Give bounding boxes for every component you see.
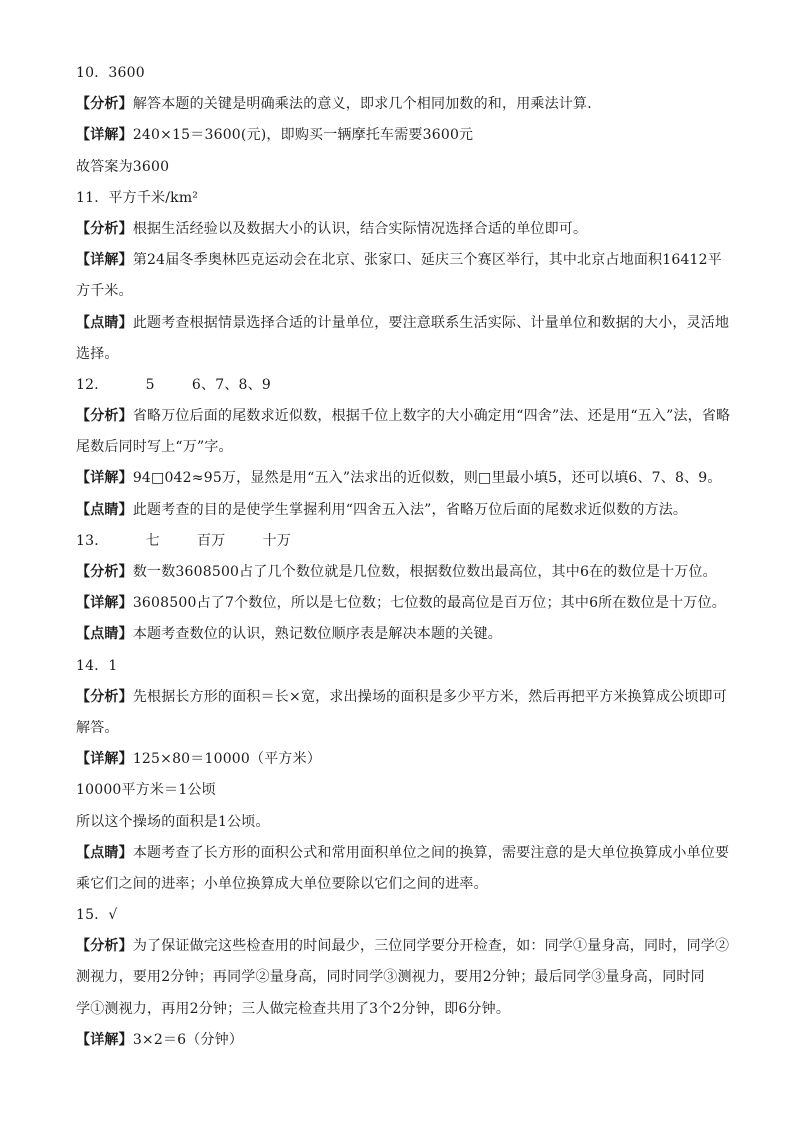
- note-text: 此题考查的目的是使学生掌握利用“四舍五入法”，省略万位后面的尾数求近似数的方法。: [132, 501, 688, 518]
- detail-12: [76, 463, 734, 494]
- analysis-15-cont-1: [76, 962, 734, 993]
- answer-text: 12． 5 6、7、8、9: [76, 376, 271, 393]
- note-text: 本题考查了长方形的面积公式和常用面积单位之间的换算，需要注意的是大单位换算成小单位要: [132, 844, 730, 861]
- tag-label: 【分析】: [76, 688, 133, 705]
- answer-14: [76, 651, 734, 682]
- answer-13: [76, 526, 734, 557]
- detail-11-cont: [76, 276, 734, 307]
- plain-text: 所以这个操场的面积是1公顷。: [76, 813, 270, 830]
- detail-14-result: [76, 807, 734, 838]
- detail-text: 240×15＝3600(元)，即购买一辆摩托车需要3600元: [132, 127, 474, 144]
- plain-text: 解答。: [76, 719, 119, 736]
- analysis-15: [76, 931, 734, 962]
- tag-label: 【点睛】: [76, 626, 133, 643]
- note-13: [76, 619, 734, 650]
- analysis-13: [76, 557, 734, 588]
- detail-14-step: [76, 775, 734, 806]
- plain-text: 学①测视力，再用2分钟；三人做完检查共用了3个2分钟，即6分钟。: [76, 1000, 511, 1017]
- plain-text: 乘它们之间的进率；小单位换算成大单位要除以它们之间的进率。: [76, 875, 488, 892]
- tag-label: 【分析】: [76, 564, 133, 580]
- plain-text: 尾数后同时写上“万”字。: [76, 439, 233, 456]
- analysis-text: 先根据长方形的面积＝长×宽，求出操场的面积是多少平方米，然后再把平方米换算成公顷即可: [132, 688, 727, 705]
- answer-text: 10．3600: [76, 65, 145, 81]
- detail-14: [76, 744, 734, 775]
- analysis-text: 省略万位后面的尾数求近似数，根据千位上数字的大小确定用“四舍”法、还是用“五入”法，省略: [132, 408, 731, 425]
- tag-label: 【分析】: [76, 96, 133, 113]
- analysis-14: [76, 682, 734, 713]
- answer-text: 11．平方千米/km²: [76, 189, 199, 206]
- analysis-text: 数一数3608500占了几个数位就是几位数，根据数位数出最高位，其中6在的数位是十万位。: [132, 564, 717, 580]
- tag-label: 【详解】: [76, 751, 133, 768]
- note-14-cont: [76, 869, 734, 900]
- analysis-12-cont: [76, 432, 734, 463]
- analysis-text: 为了保证做完这些检查用的时间最少，三位同学要分开检查，如：同学①量身高，同时，同学②: [132, 938, 730, 955]
- tag-label: 【分析】: [76, 220, 133, 237]
- tag-label: 【点睛】: [76, 501, 133, 518]
- detail-text: 第24届冬季奥林匹克运动会在北京、张家口、延庆三个赛区举行，其中北京占地面积16412平: [132, 252, 722, 269]
- detail-13: [76, 588, 734, 619]
- answer-10: [76, 58, 734, 89]
- tag-label: 【详解】: [76, 595, 133, 612]
- detail-text: 3608500占了7个数位，所以是七位数；七位数的最高位是百万位；其中6所在数位是十万位。: [132, 595, 726, 612]
- plain-text: 选择。: [76, 345, 119, 362]
- note-11: [76, 308, 734, 339]
- tag-label: 【点睛】: [76, 844, 133, 861]
- analysis-14-cont: [76, 713, 734, 744]
- plain-text: 10000平方米＝1公顷: [76, 782, 216, 799]
- answer-11: [76, 183, 734, 214]
- answer-text: 14．1: [76, 657, 118, 674]
- tag-label: 【详解】: [76, 127, 133, 144]
- detail-11: [76, 245, 734, 276]
- analysis-11: [76, 214, 734, 245]
- tag-label: 【点睛】: [76, 314, 133, 331]
- analysis-12: [76, 401, 734, 432]
- plain-text: 方千米。: [76, 283, 133, 300]
- answer-12: [76, 370, 734, 401]
- detail-10: [76, 120, 734, 151]
- note-11-cont: [76, 339, 734, 370]
- note-12: [76, 495, 734, 526]
- note-text: 此题考查根据情景选择合适的计量单位，要注意联系生活实际、计量单位和数据的大小，灵活地: [132, 314, 730, 331]
- tag-label: 【分析】: [76, 938, 133, 955]
- analysis-text: 根据生活经验以及数据大小的认识，结合实际情况选择合适的单位即可。: [132, 220, 588, 237]
- analysis-15-cont-2: [76, 994, 734, 1025]
- analysis-text: 解答本题的关键是明确乘法的意义，即求几个相同加数的和，用乘法计算.: [132, 96, 592, 113]
- answer-15: [76, 900, 734, 931]
- tag-label: 【详解】: [76, 1031, 133, 1048]
- tag-label: 【分析】: [76, 408, 133, 425]
- plain-text: 故答案为3600: [76, 158, 170, 175]
- analysis-10: [76, 89, 734, 120]
- answer-text: 13． 七 百万 十万: [76, 532, 292, 549]
- tag-label: 【详解】: [76, 252, 133, 269]
- detail-text: 3×2＝6（分钟）: [132, 1031, 244, 1048]
- detail-text: 94□042≈95万，显然是用“五入”法求出的近似数，则□里最小填5，还可以填6、7、8、9。: [132, 470, 722, 487]
- tag-label: 【详解】: [76, 470, 133, 487]
- detail-text: 125×80＝10000（平方米）: [132, 751, 322, 768]
- detail-15: [76, 1025, 734, 1056]
- conclusion-10: [76, 152, 734, 183]
- note-text: 本题考查数位的认识，熟记数位顺序表是解决本题的关键。: [132, 626, 503, 643]
- answer-text: 15．√: [76, 907, 118, 924]
- plain-text: 测视力，要用2分钟；再同学②量身高，同时同学③测视力，要用2分钟；最后同学③量身高，同时同: [76, 969, 705, 986]
- note-14: [76, 838, 734, 869]
